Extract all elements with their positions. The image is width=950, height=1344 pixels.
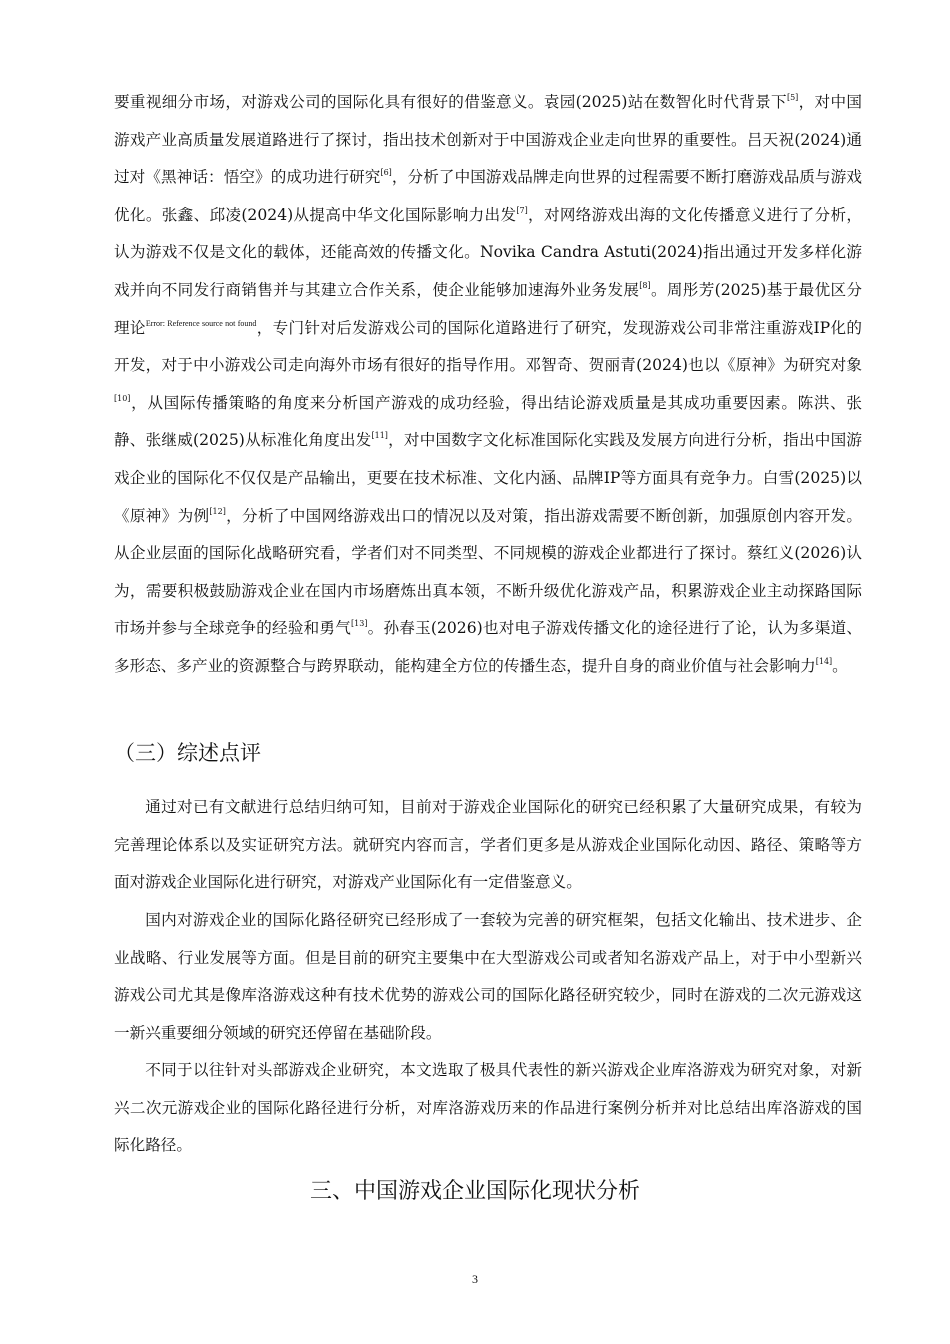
text-run: 。: [832, 656, 848, 675]
citation-5[interactable]: [5]: [786, 93, 799, 102]
review-paragraph-1: 通过对已有文献进行总结归纳可知，目前对于游戏企业国际化的研究已经积累了大量研究成果，有较为完善理论体系以及实证研究方法。就研究内容而言，学者们更多是从游戏企业国际化动因、路径、策略等方面对游戏企业国际化进行研究，对游戏产业国际化有一定借鉴意义。: [114, 798, 862, 892]
review-paragraph-3: 不同于以往针对头部游戏企业研究，本文选取了极具代表性的新兴游戏企业库洛游戏为研究对象，对新兴二次元游戏企业的国际化路径进行分析，对库洛游戏历来的作品进行案例分析并对比总结出库洛游戏的国际化路径。: [114, 1061, 862, 1155]
section-heading: （三）综述点评: [114, 741, 261, 765]
citation-11[interactable]: [11]: [371, 431, 388, 441]
citation-12[interactable]: [12]: [209, 506, 226, 516]
text-run: 。孙春玉(2026)也对电子游戏传播文化的途径进行了论，认为多渠道、多形态、多产业的资源整合与跨界联动，能构建全方位的传播生态，提升自身的商业价值与社会影响力: [114, 619, 862, 675]
text-run: ，从国际传播策略的角度来分析国产游戏的成功经验，得出结论游戏质量是其成功重要因素。陈洪、张静、张继威(2025)从标准化角度出发: [114, 393, 862, 450]
text-run: ，分析了中国网络游戏出口的情况以及对策，指出游戏需要不断创新，加强原创内容开发。从企业层面的国际化战略研究看，学者们对不同类型、不同规模的游戏企业都进行了探讨。蔡红义(2026)认为，需要积极鼓励游戏企业在国内市场磨炼出真本领，不断升级优化游戏产品，积累游戏企业主动探路国际市场并参与全球竞争的经验和勇气: [114, 506, 862, 638]
text-run: 。周彤芳(2025)基于最优区分理论: [114, 280, 862, 337]
chapter-heading: 三、中国游戏企业国际化现状分析: [309, 1179, 640, 1204]
citation-6[interactable]: [6]: [380, 168, 392, 178]
text-run: ，专门针对后发游戏公司的国际化道路进行了研究，发现游戏公司非常注重游戏IP化的开发，对于中小游戏公司走向海外市场有很好的指导作用。邓智奇、贺丽青(2024)也以《原神》为研究对象: [114, 318, 862, 375]
page-number: 3: [472, 1272, 478, 1286]
reference-error: Error: Reference source not found: [145, 318, 257, 328]
citation-8[interactable]: [8]: [639, 280, 651, 290]
citation-7[interactable]: [7]: [516, 205, 528, 215]
text-run: ，对中国游戏产业高质量发展道路进行了探讨，指出技术创新对于中国游戏企业走向世界的重要性。吕天祝(2024)通过对《黑神话：悟空》的成功进行研究: [114, 93, 862, 187]
review-paragraph-2: 国内对游戏企业的国际化路径研究已经形成了一套较为完善的研究框架，包括文化输出、技术进步、企业战略、行业发展等方面。但是目前的研究主要集中在大型游戏公司或者知名游戏产品上，对于中小型新兴游戏公司尤其是像库洛游戏这种有技术优势的游戏公司的国际化路径研究较少，同时在游戏的二次元游戏这一新兴重要细分领域的研究还停留在基础阶段。: [114, 911, 862, 1042]
text-run: 要重视细分市场，对游戏公司的国际化具有很好的借鉴意义。袁园(2025)站在数智化时代背景下: [114, 93, 787, 111]
citation-10[interactable]: [10]: [114, 393, 131, 403]
text-run: ，分析了中国游戏品牌走向世界的过程需要不断打磨游戏品质与游戏优化。张鑫、邱凌(2024)从提高中华文化国际影响力出发: [114, 168, 862, 224]
citation-14[interactable]: [14]: [815, 656, 833, 666]
text-run: ，对中国数字文化标准国际化实践及发展方向进行分析，指出中国游戏企业的国际化不仅仅是产品输出，更要在技术标准、文化内涵、品牌IP等方面具有竞争力。白雪(2025)以《原神》为例: [114, 431, 862, 525]
text-run: ，对网络游戏出海的文化传播意义进行了分析，认为游戏不仅是文化的载体，还能高效的传播文化。Novika Candra Astuti(2024)指出通过开发多样化游戏并向不同发行商销售并与其建立合作关系，使企业能够加速海外业务发展: [114, 205, 862, 299]
literature-paragraph: [114, 84, 862, 686]
citation-13[interactable]: [13]: [351, 619, 368, 629]
